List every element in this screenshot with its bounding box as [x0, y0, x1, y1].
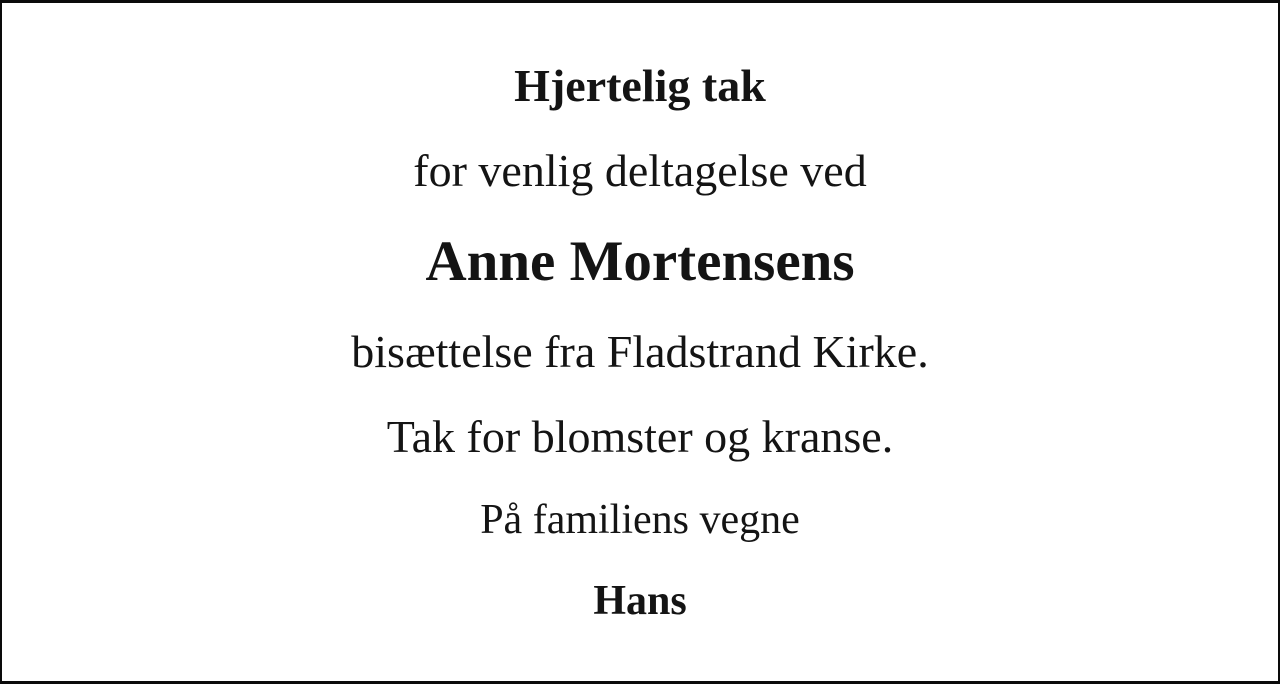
notice-service-line: bisættelse fra Fladstrand Kirke. [351, 325, 929, 377]
notice-heading: Hjertelig tak [514, 59, 766, 111]
notice-participation-line: for venlig deltagelse ved [413, 144, 867, 196]
notice-on-behalf-line: På familiens vegne [480, 496, 800, 543]
deceased-name: Anne Mortensens [425, 229, 855, 293]
memorial-notice [2, 3, 1278, 681]
notice-signature: Hans [593, 577, 687, 624]
notice-flowers-line: Tak for blomster og kranse. [386, 410, 894, 462]
